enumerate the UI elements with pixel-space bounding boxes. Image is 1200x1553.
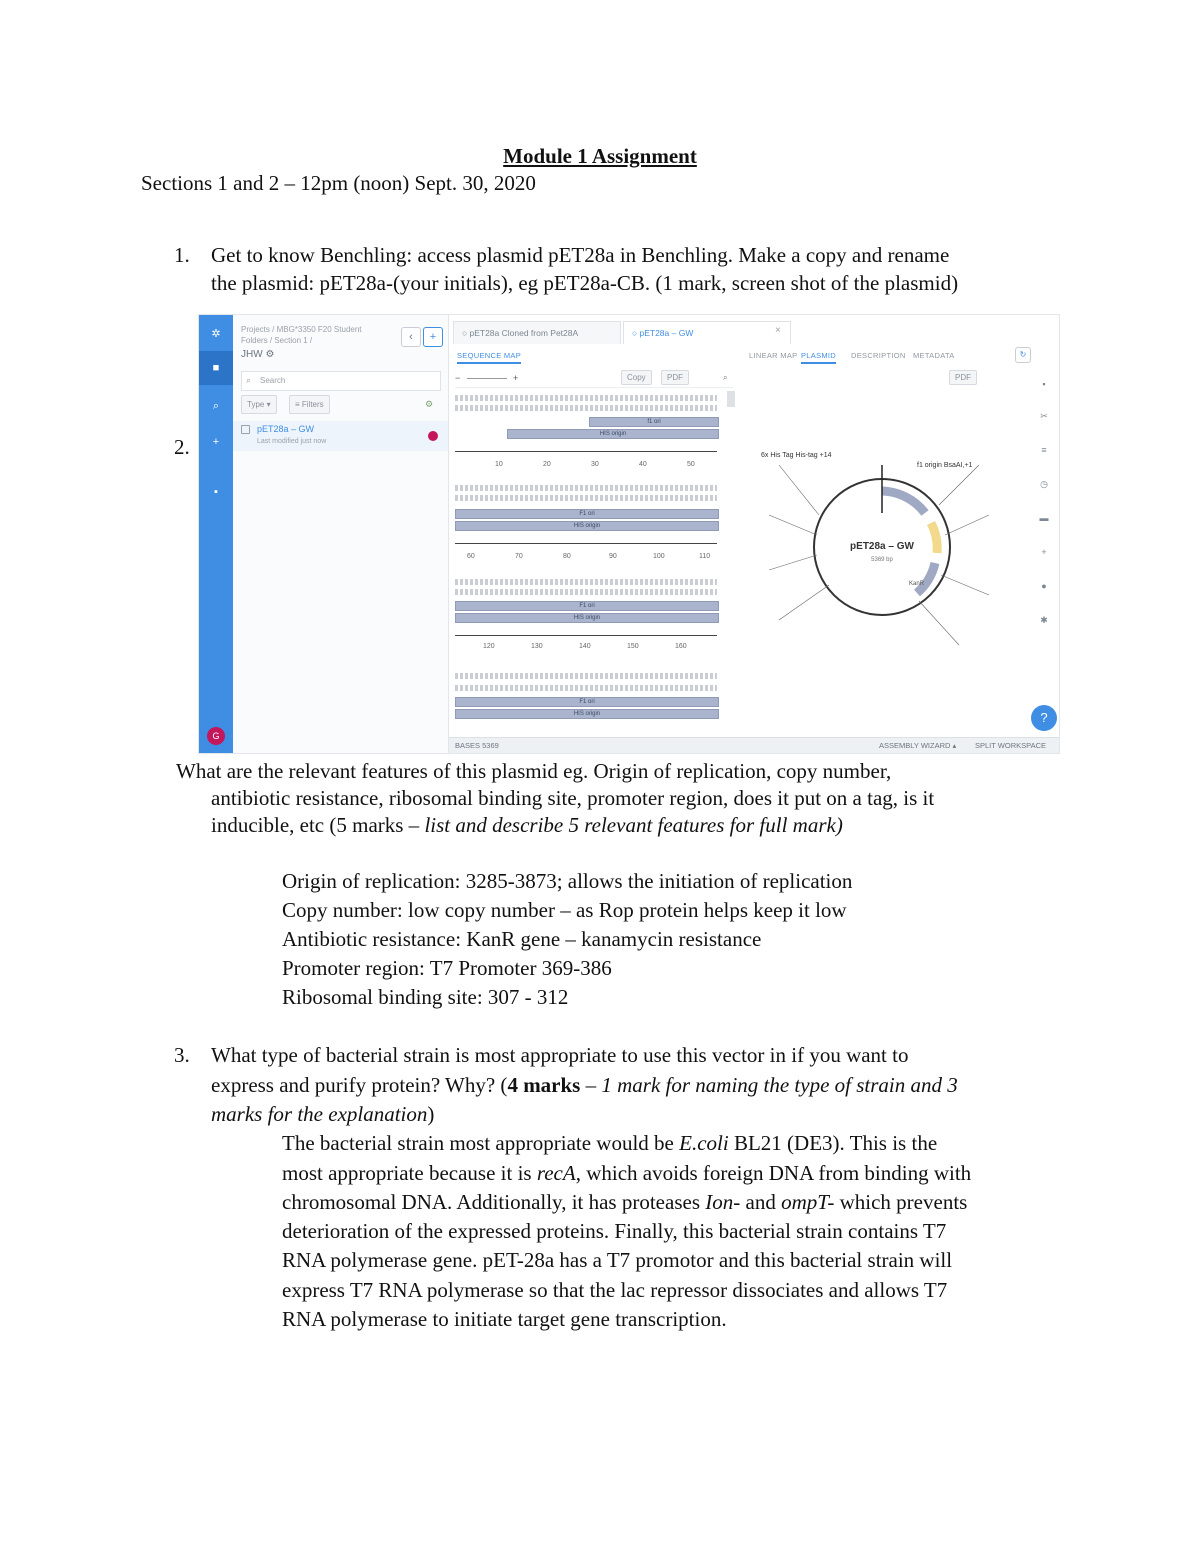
search-icon[interactable]: ⌕ [212, 400, 220, 412]
avatar[interactable]: G [207, 727, 225, 745]
breadcrumb-1[interactable]: Projects / MBG*3350 F20 Student [241, 325, 362, 334]
ruler-tick: 50 [687, 461, 695, 468]
ruler-tick: 120 [483, 643, 495, 650]
sequence-toolbar [455, 373, 733, 388]
item-badge [428, 431, 438, 441]
search-input-icon: ⌕ [246, 375, 252, 385]
text-run: BL21 (DE3). This is the [728, 1131, 938, 1155]
item-name[interactable]: pET28a – GW [257, 424, 315, 434]
ruler-tick: 60 [467, 553, 475, 560]
folder-name: JHW ⚙ [241, 349, 275, 360]
ruler-tick: 160 [675, 643, 687, 650]
ruler [455, 635, 717, 636]
search-input[interactable] [241, 371, 441, 391]
assembly-wizard[interactable]: ASSEMBLY WIZARD ▴ [879, 741, 957, 750]
text-run: which prevents [834, 1190, 968, 1214]
feature-f1-ori[interactable]: f1 ori [589, 417, 719, 427]
pdf-button-2[interactable]: PDF [949, 370, 977, 385]
q3-answer-line3 [282, 1189, 967, 1216]
close-tab-icon[interactable]: × [775, 325, 781, 336]
ruler-tick: 80 [563, 553, 571, 560]
text-run: most appropriate because it is [282, 1161, 537, 1185]
status-bar [449, 737, 1059, 754]
find-icon[interactable]: ⌕ [723, 373, 728, 382]
plasmid-pane [739, 345, 1039, 737]
zoom-slider[interactable] [467, 378, 507, 379]
q3-line2 [211, 1072, 958, 1099]
sequence-line [455, 495, 717, 501]
text-run: The bacterial strain most appropriate would be [282, 1131, 680, 1155]
q3-line2-plain: express and purify protein? Why? ( [211, 1073, 508, 1097]
q3-number: 3. [174, 1043, 190, 1067]
plasmid-map [739, 405, 1039, 695]
ruler-tick: 30 [591, 461, 599, 468]
q3-answer-line4: deterioration of the expressed proteins. Finally, this bacterial strain contains T7 [282, 1219, 947, 1243]
ruler-tick: 10 [495, 461, 503, 468]
ruler [455, 451, 717, 452]
ruler-tick: 20 [543, 461, 551, 468]
feature-his-origin[interactable]: HIS origin [455, 613, 719, 623]
q3-answer-line5: RNA polymerase gene. pET-28a has a T7 promotor and this bacterial strain will [282, 1248, 953, 1272]
tab-description[interactable]: DESCRIPTION [851, 351, 906, 360]
ruler-tick: 130 [531, 643, 543, 650]
tab-metadata[interactable]: METADATA [913, 351, 955, 360]
sequence-line [455, 395, 717, 401]
search-placeholder: Search [260, 376, 286, 385]
sequence-line [455, 685, 717, 691]
q1-line2: the plasmid: pET28a-(your initials), eg pET28a-CB. (1 mark, screen shot of the plasmid) [211, 271, 959, 295]
zoom-in-icon[interactable]: + [513, 373, 519, 383]
ruler-tick: 140 [579, 643, 591, 650]
tab-active[interactable]: ○ pET28a – GW [623, 321, 791, 344]
sequence-line [455, 405, 717, 411]
plus-icon[interactable]: + [212, 436, 220, 448]
feature-f1-ori[interactable]: F1 ori [455, 509, 719, 519]
copy-button[interactable]: Copy [621, 370, 652, 385]
feature-f1-ori[interactable]: F1 ori [455, 697, 719, 707]
answer-origin: Origin of replication: 3285-3873; allows the initiation of replication [282, 869, 853, 893]
q3-line3-close: ) [427, 1102, 435, 1126]
q3-answer-line2 [282, 1160, 971, 1187]
bookmark-icon[interactable]: ▪ [1042, 379, 1046, 389]
split-workspace[interactable]: SPLIT WORKSPACE [975, 741, 1046, 750]
sequence-line [455, 589, 717, 595]
refresh-icon[interactable]: ↻ [1015, 347, 1031, 363]
text-run: , which avoids foreign DNA from binding with [575, 1161, 972, 1185]
gene-name: recA [536, 1161, 576, 1185]
feature-his-origin[interactable]: HIS origin [507, 429, 719, 439]
settings-icon[interactable]: ⚙ [425, 399, 434, 409]
plasmid-name: pET28a – GW [850, 541, 914, 552]
clock-icon[interactable]: ◷ [1040, 479, 1048, 489]
logo-icon: ✲ [211, 328, 221, 340]
sequence-pane [449, 345, 740, 737]
briefcase-icon[interactable]: ■ [212, 362, 220, 374]
tab-linear-map[interactable]: LINEAR MAP [749, 351, 798, 360]
label-leaders [769, 465, 989, 645]
q2-line3-plain: inducible, etc (5 marks – [211, 813, 425, 837]
ruler [455, 543, 717, 544]
sequence-line [455, 673, 717, 679]
item-checkbox[interactable] [241, 425, 250, 434]
q3-line1: What type of bacterial strain is most appropriate to use this vector in if you want to [211, 1043, 909, 1067]
document-title: Module 1 Assignment [503, 144, 697, 168]
zoom-out-icon[interactable]: − [455, 373, 461, 383]
q3-line3-italic: marks for the explanation [211, 1102, 428, 1126]
q2-number: 2. [174, 435, 190, 459]
plasmid-length: 5369 bp [871, 557, 893, 563]
sequence-line [455, 579, 717, 585]
tab-plasmid[interactable]: PLASMID [801, 351, 836, 364]
q1-line1: Get to know Benchling: access plasmid pET28a in Benchling. Make a copy and rename [211, 243, 950, 267]
help-button[interactable]: ? [1031, 705, 1057, 731]
ruler-tick: 70 [515, 553, 523, 560]
list-item[interactable] [233, 421, 448, 451]
answer-copy-number: Copy number: low copy number – as Rop protein helps keep it low [282, 898, 847, 922]
type-filter[interactable]: Type ▾ [241, 395, 277, 414]
gene-name: Ion- [705, 1190, 741, 1214]
q2-line1: What are the relevant features of this plasmid eg. Origin of replication, copy number, [176, 759, 892, 783]
list-icon[interactable]: ≡ [1041, 445, 1047, 455]
info-icon[interactable]: ● [1041, 581, 1047, 591]
collapse-button[interactable]: ‹ [401, 327, 421, 347]
benchling-screenshot [198, 314, 1060, 754]
pdf-button[interactable]: PDF [661, 370, 689, 385]
chart-icon[interactable]: ▬ [1039, 513, 1049, 523]
feature-arc-yellow [931, 523, 937, 553]
tab-sequence-map[interactable]: SEQUENCE MAP [457, 351, 521, 364]
feature-arc [917, 563, 935, 593]
label-his-tag: 6x His Tag His-tag +14 [761, 452, 832, 459]
q3-answer-line6: express T7 RNA polymerase so that the lac repressor dissociates and allows T7 [282, 1278, 948, 1302]
answer-antibiotic: Antibiotic resistance: KanR gene – kanamycin resistance [282, 927, 762, 951]
bases-count: BASES 5369 [455, 741, 499, 750]
feature-his-origin[interactable]: HIS origin [455, 709, 719, 719]
project-panel [233, 315, 449, 753]
q3-line2-italic: 1 mark for naming the type of strain and 3 [601, 1073, 958, 1097]
q3-line2-dash: – [580, 1073, 602, 1097]
q2-line3 [211, 812, 843, 839]
scissors-icon[interactable]: ✂ [1040, 411, 1048, 421]
item-subtitle: Last modified just now [257, 438, 327, 445]
gene-name: ompT- [781, 1190, 835, 1214]
ruler-tick: 100 [653, 553, 665, 560]
tab-cloned[interactable]: ○ pET28a Cloned from Pet28A [453, 321, 621, 344]
filters-button[interactable]: ≡ Filters [289, 395, 330, 414]
text-run: chromosomal DNA. Additionally, it has proteases [282, 1190, 706, 1214]
add-button[interactable]: + [423, 327, 443, 347]
answer-rbs: Ribosomal binding site: 307 - 312 [282, 985, 569, 1009]
q2-line2: antibiotic resistance, ribosomal binding site, promoter region, does it put on a tag, is it [211, 786, 935, 810]
gear-icon[interactable]: ✱ [1040, 615, 1048, 625]
add-feature-icon[interactable]: + [1041, 547, 1047, 557]
q3-line2-bold: 4 marks [507, 1073, 581, 1097]
text-run: and [740, 1190, 782, 1214]
ruler-tick: 110 [699, 553, 711, 560]
feature-f1-ori[interactable]: F1 ori [455, 601, 719, 611]
ruler-tick: 150 [627, 643, 639, 650]
sequence-line [455, 485, 717, 491]
q3-line3 [211, 1101, 434, 1128]
answer-promoter: Promoter region: T7 Promoter 369-386 [282, 956, 612, 980]
ruler-tick: 90 [609, 553, 617, 560]
label-kanr: KanR [909, 581, 925, 587]
due-date: Sections 1 and 2 – 12pm (noon) Sept. 30, 2020 [141, 171, 536, 195]
label-f1-origin: f1 origin BsaAI,+1 [917, 462, 973, 469]
ruler-tick: 40 [639, 461, 647, 468]
q1-number: 1. [174, 243, 190, 267]
q2-line3-italic: list and describe 5 relevant features for full mark) [424, 813, 843, 837]
species-name: E.coli [679, 1131, 729, 1155]
feature-his-origin[interactable]: HIS origin [455, 521, 719, 531]
inbox-icon[interactable]: ▪ [214, 486, 218, 498]
breadcrumb-2[interactable]: Folders / Section 1 / [241, 336, 313, 345]
q3-answer-line7: RNA polymerase to initiate target gene transcription. [282, 1307, 727, 1331]
scrollbar[interactable] [727, 391, 735, 407]
feature-arc [882, 491, 925, 513]
q3-answer-line1 [282, 1130, 937, 1157]
